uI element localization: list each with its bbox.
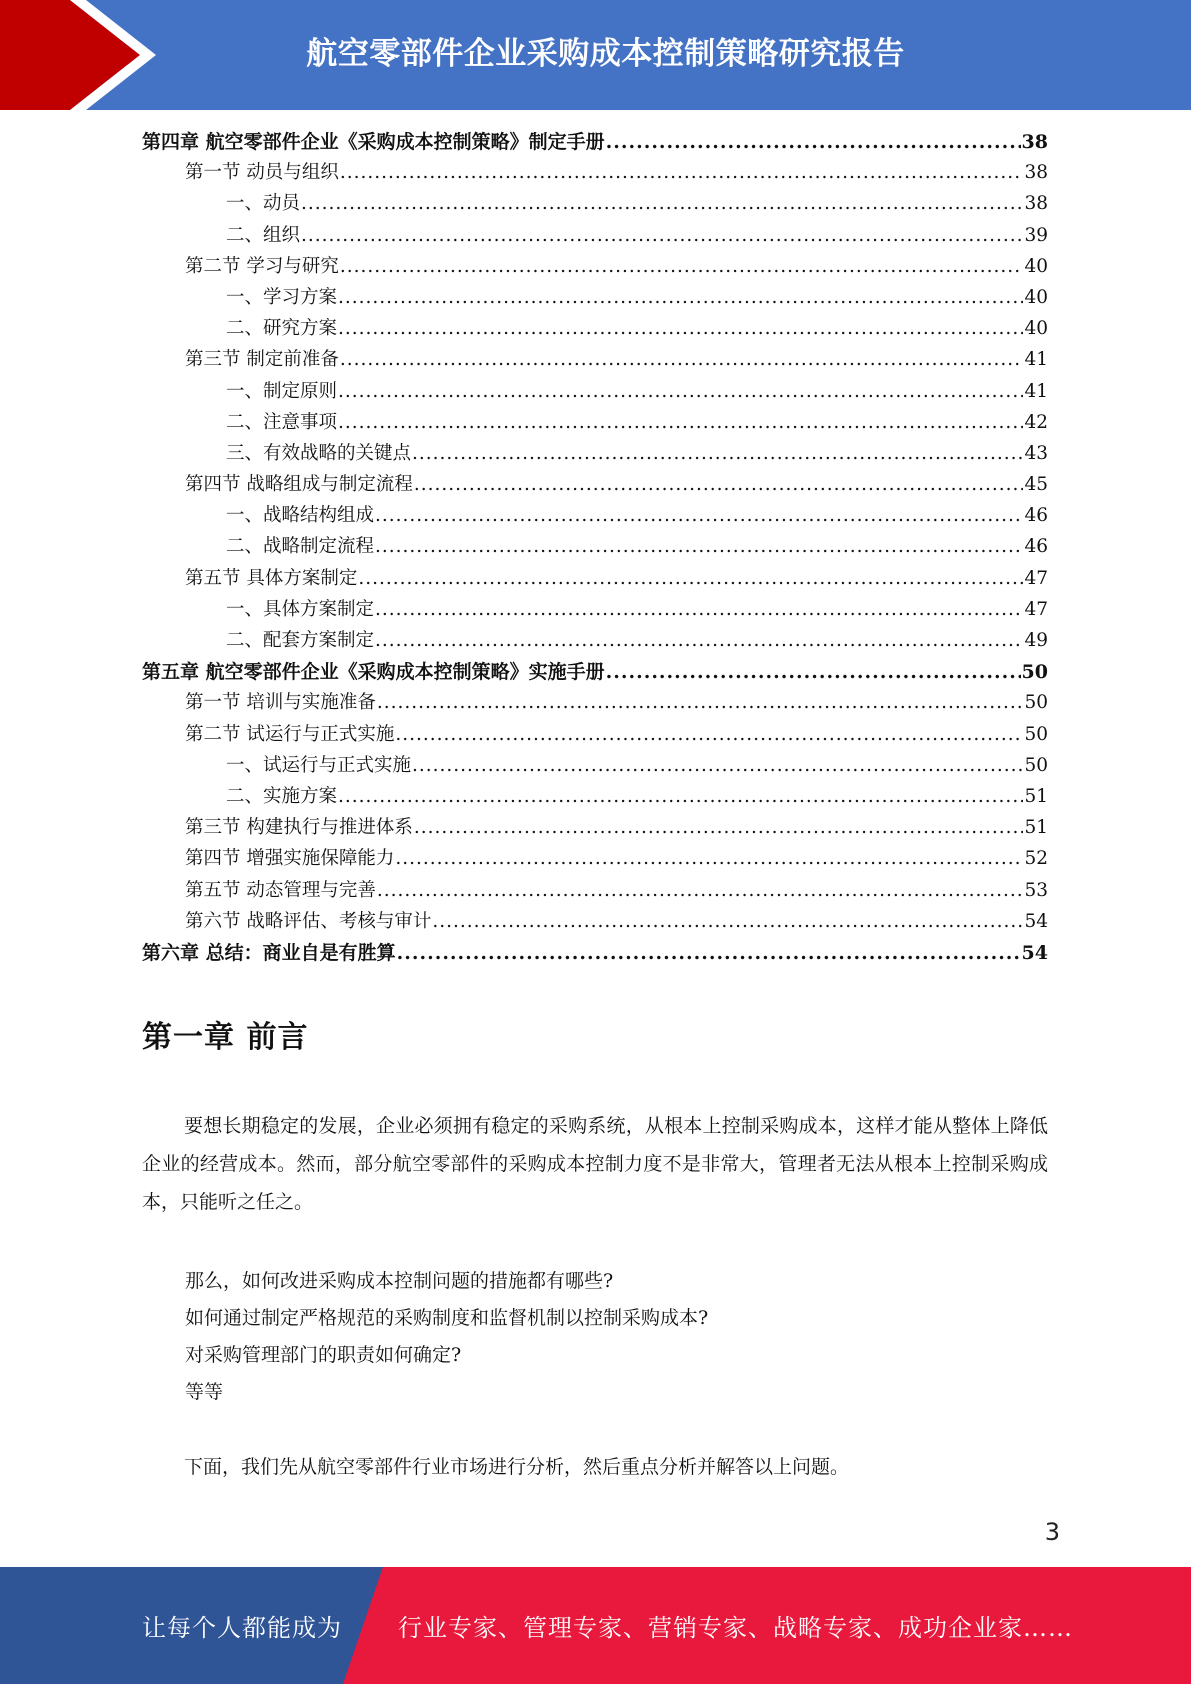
- intro-paragraph: 要想长期稳定的发展，企业必须拥有稳定的采购系统，从根本上控制采购成本，这样才能从整体上降低企业的经营成本。然而，部分航空零部件的采购成本控制力度不是非常大，管理者无法从根本上控制采购成本，只能听之任之。: [142, 1115, 1048, 1213]
- toc-entry-title: 第五章 航空零部件企业《采购成本控制策略》实施手册: [142, 661, 605, 684]
- toc-entry[interactable]: [142, 377, 1048, 408]
- toc-entry-page: 50: [1024, 754, 1048, 776]
- toc-entry-page: 49: [1024, 630, 1048, 651]
- toc-entry-title: 第五节 动态管理与完善: [185, 879, 376, 901]
- toc-leader-dots: [338, 412, 1023, 433]
- toc-leader-dots: [340, 256, 1024, 277]
- chapter-title: 第一章 前言: [142, 1020, 309, 1055]
- closing-paragraph: 下面，我们先从航空零部件行业市场进行分析，然后重点分析并解答以上问题。: [184, 1456, 850, 1478]
- toc-leader-dots: [412, 755, 1023, 776]
- toc-entry-title: 一、试运行与正式实施: [226, 754, 412, 776]
- question-item: 那么，如何改进采购成本控制问题的措施都有哪些?: [185, 1270, 614, 1292]
- toc-entry-page: 38: [1024, 162, 1048, 184]
- page-footer: [0, 1567, 1191, 1684]
- toc-leader-dots: [414, 817, 1024, 838]
- toc-leader-dots: [414, 474, 1024, 495]
- toc-entry[interactable]: [142, 782, 1048, 813]
- toc-leader-dots: [338, 318, 1023, 339]
- toc-entry-title: 第四节 增强实施保障能力: [185, 848, 395, 870]
- toc-entry-page: 41: [1024, 380, 1048, 402]
- toc-entry[interactable]: [142, 876, 1048, 907]
- toc-entry-title: 第四节 战略组成与制定流程: [185, 474, 413, 496]
- toc-entry-title: 二、战略制定流程: [226, 536, 375, 558]
- question-list: [185, 1263, 708, 1411]
- toc-entry[interactable]: [142, 314, 1048, 345]
- toc-leader-dots: [338, 381, 1023, 402]
- report-title: 航空零部件企业采购成本控制策略研究报告: [306, 35, 905, 72]
- toc-entry-title: 第三节 制定前准备: [185, 349, 339, 371]
- toc-leader-dots: [375, 630, 1023, 651]
- toc-entry-page: 53: [1024, 879, 1048, 901]
- toc-entry-title: 一、学习方案: [226, 286, 338, 308]
- toc-leader-dots: [338, 786, 1023, 807]
- toc-entry-page: 40: [1024, 286, 1048, 308]
- toc-entry-page: 52: [1024, 848, 1048, 870]
- toc-entry[interactable]: [142, 221, 1048, 252]
- toc-entry-page: 39: [1024, 224, 1048, 246]
- toc-entry[interactable]: [142, 345, 1048, 376]
- page-number: 3: [1044, 1518, 1060, 1546]
- toc-entry-page: 50: [1024, 723, 1048, 745]
- toc-leader-dots: [606, 131, 1021, 153]
- toc-entry[interactable]: [142, 657, 1048, 688]
- toc-entry[interactable]: [142, 252, 1048, 283]
- toc-entry-title: 二、配套方案制定: [226, 630, 375, 651]
- toc-leader-dots: [397, 942, 1021, 964]
- toc-entry[interactable]: [142, 439, 1048, 470]
- toc-leader-dots: [338, 287, 1023, 308]
- toc-entry-title: 第一节 动员与组织: [185, 162, 339, 184]
- toc-leader-dots: [395, 724, 1023, 745]
- toc-entry-page: 50: [1024, 692, 1048, 714]
- toc-entry-title: 二、实施方案: [226, 785, 338, 807]
- toc-entry[interactable]: [142, 844, 1048, 875]
- toc-entry-page: 43: [1024, 442, 1048, 464]
- toc-entry-title: 第一节 培训与实施准备: [185, 692, 376, 714]
- toc-leader-dots: [606, 661, 1021, 683]
- toc-entry-page: 46: [1024, 505, 1048, 527]
- toc-entry-page: 54: [1021, 941, 1048, 964]
- table-of-contents: [142, 127, 1048, 969]
- toc-entry[interactable]: [142, 595, 1048, 626]
- toc-entry-page: 45: [1024, 474, 1048, 496]
- toc-entry-title: 第六章 总结：商业自是有胜算: [142, 941, 396, 964]
- footer-slogan-left: 让每个人都能成为: [142, 1614, 342, 1642]
- toc-leader-dots: [375, 536, 1023, 557]
- toc-leader-dots: [340, 349, 1024, 370]
- toc-entry-page: 54: [1024, 910, 1048, 932]
- toc-entry[interactable]: [142, 720, 1048, 751]
- toc-entry[interactable]: [142, 688, 1048, 719]
- toc-entry-page: 42: [1024, 411, 1048, 433]
- toc-entry[interactable]: [142, 532, 1048, 563]
- toc-entry-title: 第三节 构建执行与推进体系: [185, 817, 413, 839]
- toc-leader-dots: [377, 692, 1024, 713]
- toc-leader-dots: [432, 911, 1023, 932]
- question-item: 等等: [185, 1381, 224, 1403]
- toc-entry[interactable]: [142, 283, 1048, 314]
- toc-entry-title: 第六节 战略评估、考核与审计: [185, 910, 432, 932]
- toc-entry-page: 40: [1024, 255, 1048, 277]
- toc-entry[interactable]: [142, 751, 1048, 782]
- page-header: [0, 0, 1191, 110]
- toc-entry-title: 二、研究方案: [226, 318, 338, 340]
- toc-leader-dots: [301, 225, 1023, 246]
- toc-entry-page: 40: [1024, 318, 1048, 340]
- toc-entry[interactable]: [142, 813, 1048, 844]
- toc-entry-title: 一、动员: [226, 193, 301, 215]
- toc-entry-page: 46: [1024, 536, 1048, 558]
- toc-leader-dots: [395, 848, 1023, 869]
- toc-entry-title: 第二节 学习与研究: [185, 255, 339, 277]
- toc-entry-title: 二、组织: [226, 224, 301, 246]
- toc-leader-dots: [301, 193, 1023, 214]
- toc-entry-page: 38: [1024, 193, 1048, 215]
- toc-entry-title: 一、具体方案制定: [226, 598, 375, 620]
- toc-entry-title: 一、制定原则: [226, 380, 338, 402]
- footer-slogan-right: 行业专家、管理专家、营销专家、战略专家、成功企业家……: [398, 1614, 1073, 1642]
- toc-entry-title: 二、注意事项: [226, 411, 338, 433]
- toc-leader-dots: [412, 443, 1023, 464]
- toc-entry[interactable]: [142, 938, 1048, 969]
- toc-entry-title: 三、有效战略的关键点: [226, 442, 412, 464]
- toc-entry[interactable]: [142, 158, 1048, 189]
- toc-leader-dots: [377, 880, 1024, 901]
- toc-entry-page: 47: [1024, 598, 1048, 620]
- toc-entry[interactable]: [142, 501, 1048, 532]
- toc-entry[interactable]: [142, 564, 1048, 595]
- toc-entry-title: 第五节 具体方案制定: [185, 567, 358, 589]
- toc-entry-page: 50: [1021, 661, 1048, 684]
- toc-entry-page: 41: [1024, 349, 1048, 371]
- toc-entry-title: 一、战略结构组成: [226, 505, 375, 527]
- toc-entry[interactable]: [142, 408, 1048, 439]
- toc-leader-dots: [375, 505, 1023, 526]
- toc-entry[interactable]: [142, 470, 1048, 501]
- toc-entry-page: 51: [1024, 785, 1048, 807]
- toc-leader-dots: [375, 599, 1023, 620]
- toc-entry-page: 38: [1021, 131, 1048, 153]
- toc-entry[interactable]: [142, 189, 1048, 220]
- toc-entry-page: 47: [1024, 567, 1048, 589]
- toc-leader-dots: [340, 162, 1024, 183]
- toc-entry[interactable]: [142, 127, 1048, 158]
- toc-entry-title: 第二节 试运行与正式实施: [185, 723, 395, 745]
- toc-entry[interactable]: [142, 626, 1048, 657]
- question-item: 如何通过制定严格规范的采购制度和监督机制以控制采购成本?: [185, 1307, 709, 1329]
- question-item: 对采购管理部门的职责如何确定?: [185, 1344, 462, 1366]
- toc-entry-page: 51: [1024, 817, 1048, 839]
- toc-entry[interactable]: [142, 907, 1048, 938]
- toc-leader-dots: [358, 568, 1023, 589]
- toc-entry-title: 第四章 航空零部件企业《采购成本控制策略》制定手册: [142, 131, 605, 153]
